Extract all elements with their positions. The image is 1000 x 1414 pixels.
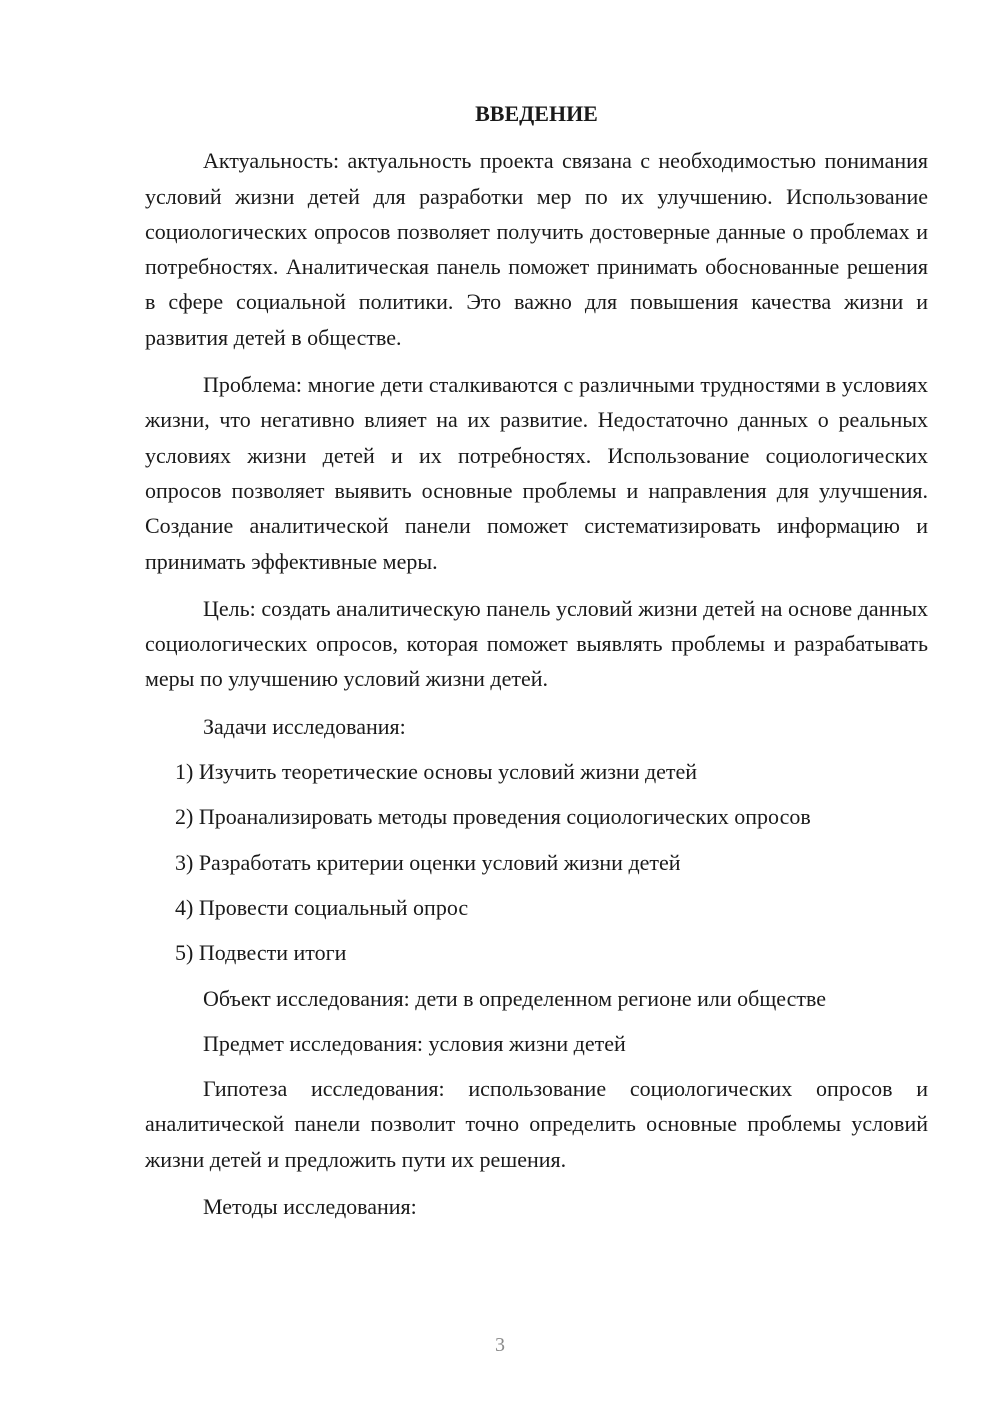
task-item: 1) Изучить теоретические основы условий жизни детей	[175, 759, 698, 785]
research-object: Объект исследования: дети в определенном регионе или обществе	[203, 985, 826, 1011]
methods-heading: Методы исследования:	[203, 1194, 417, 1220]
task-item: 3) Разработать критерии оценки условий жизни детей	[175, 849, 681, 875]
goal-paragraph: Цель: создать аналитическую панель условий жизни детей на основе данных социологических опросов, которая поможет выявлять проблемы и разрабатывать меры по улучшению условий жизни детей.	[145, 595, 928, 692]
task-item: 2) Проанализировать методы проведения социологических опросов	[175, 804, 811, 830]
research-subject: Предмет исследования: условия жизни детей	[203, 1030, 626, 1056]
tasks-heading: Задачи исследования:	[203, 713, 406, 739]
problem-paragraph: Проблема: многие дети сталкиваются с различными трудностями в условиях жизни, что негативно влияет на их развитие. Недостаточно данных о реальных условиях жизни детей и их потребностях. Использование социологических опросов позволяет выявить основные проблемы и направления для улучшения. Создание аналитической панели поможет систематизировать информацию и принимать эффективные меры.	[145, 372, 928, 574]
task-item: 4) Провести социальный опрос	[175, 894, 469, 920]
relevance-paragraph: Актуальность: актуальность проекта связана с необходимостью понимания условий жизни детей для разработки мер по их улучшению. Использование социологических опросов позволяет получить достоверные данные о проблемах и потребностях. Аналитическая панель поможет принимать обоснованные решения в сфере социальной политики. Это важно для повышения качества жизни и развития детей в обществе.	[145, 148, 928, 350]
hypothesis-paragraph: Гипотеза исследования: использование социологических опросов и аналитической панели позволит точно определить основные проблемы условий жизни детей и предложить пути их решения.	[145, 1076, 928, 1172]
task-item: 5) Подвести итоги	[175, 940, 347, 966]
page-title: ВВЕДЕНИЕ	[475, 101, 598, 126]
page-body	[145, 96, 928, 1234]
page-number: 3	[495, 1334, 505, 1356]
